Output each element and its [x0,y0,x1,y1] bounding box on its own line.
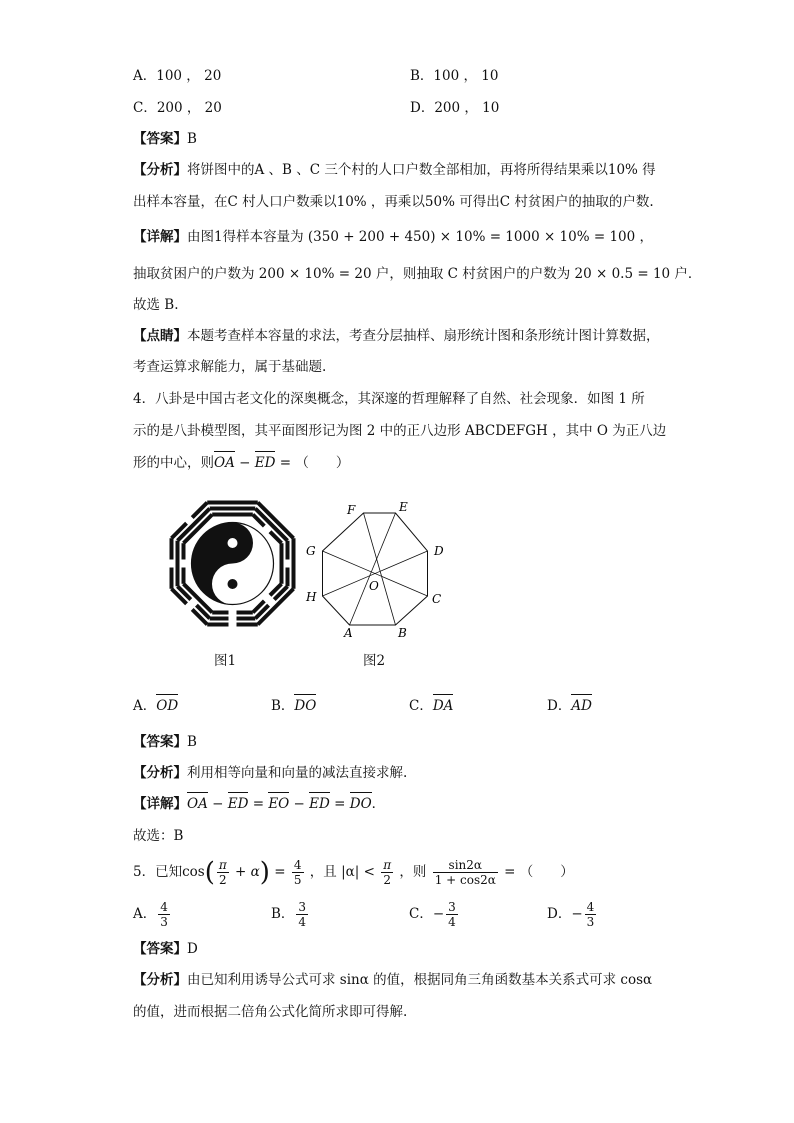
q4-stem-line3 [133,453,349,473]
trigram-icon [170,538,186,589]
analysis-tag: 【分析】 [133,162,187,178]
q3-analysis-line2: 出样本容量，在C 村人口户数乘以10% ，再乘以50% 可得出C 村贫困户的抽取的户数. [133,194,654,210]
q3-comment-line2: 考查运算求解能力，属于基础题. [133,359,327,375]
q4-stem-pre: 形的中心，则 [133,455,214,471]
q3-answer [133,129,197,149]
answer-tag: 【答案】 [133,131,187,147]
q3-option-c: C．200 ， 20 [133,100,222,116]
trigram-icon [280,538,296,589]
yin-yang-icon [192,523,274,605]
q4-stem-line2: 示的是八卦模型图，其平面图形记为图 2 中的正八边形 ABCDEFGH ，其中 O 为正八边 [133,423,667,439]
octagon-outline [323,513,428,625]
q3-detail-line1 [133,227,653,247]
vertex-b: B [398,626,407,640]
vertex-f: F [347,503,356,517]
bagua-figure [165,496,300,631]
vertex-c: C [432,592,442,606]
comment-text: 本题考查样本容量的求法，考查分层抽样、扇形统计图和条形统计图计算数据， [187,328,660,344]
trigram-icon [207,611,258,627]
q4-option-d: D．AD [547,698,592,714]
q3-analysis-line1 [133,160,656,180]
q5-analysis-line1: 【分析】由已知利用诱导公式可求 sinα 的值，根据同角三角函数基本关系式可求 cosα [133,972,653,988]
q5-option-b: B． $\frac{3}{4}$ [271,900,307,929]
q4-analysis: 【分析】利用相等向量和向量的减法直接求解. [133,765,408,781]
q5-answer: 【答案】D [133,941,198,957]
comment-tag: 【点睛】 [133,328,187,344]
q4-answer: 【答案】B [133,734,197,750]
q5-option-a: A． $\frac{4}{3}$ [133,900,168,929]
q3-option-d: D．200 ， 10 [410,100,500,116]
q4-option-a: A．OD [133,698,179,714]
vertex-a: A [344,626,353,640]
vertex-d: D [434,544,444,558]
vector-ed: ED [254,455,276,471]
q3-option-b: B．100 ， 10 [410,68,499,84]
q3-comment-line1 [133,326,660,346]
octagon-figure [300,497,455,642]
q3-option-a: A．100 ， 20 [133,68,222,84]
q3-detail-line3: 故选 B. [133,297,179,313]
answer-text: B [187,131,197,147]
q4-stem-post: = （ ） [275,455,350,471]
vertex-h: H [306,590,317,604]
detail-tag: 【详解】 [133,229,187,245]
minus-sign: − [234,455,255,471]
center-o: O [369,579,379,593]
octagon-diagonals [323,513,428,625]
q3-detail-line2: 抽取贫困户的户数为 200 × 10% = 20 户，则抽取 C 村贫困户的户数为 20 × 0.5 = 10 户． [133,266,702,282]
detail-text: 由图1得样本容量为 (350 + 200 + 450) × 10% = 1000 × 10% = 100 ， [187,229,654,245]
q5-analysis-line2: 的值，进而根据二倍角公式化简所求即可得解. [133,1004,408,1020]
q5-option-c: C．− $\frac{3}{4}$ [409,900,456,929]
q4-option-b: B．DO [271,698,317,714]
figure1-caption: 图1 [214,653,237,669]
trigram-icon [207,501,258,517]
analysis-text: 将饼图中的A 、B 、C 三个村的人口户数全部相加，再将所得结果乘以10% 得 [187,162,656,178]
q5-option-d: D．− $\frac{4}{3}$ [547,900,595,929]
q4-option-c: C．DA [409,698,454,714]
vector-oa: OA [214,455,235,471]
q5-stem: 5．已知cos( $\frac{\pi}{2}$ + α) = $\frac{4}{5}$ ，且 |α| < $\frac{\pi}{2}$ ，则 $\frac{\sin 2\alpha}{1 + \cos 2\alpha}$ = （ ） [133,857,574,888]
q4-conclusion: 故选：B [133,828,184,844]
q4-stem-line1: 4．八卦是中国古老文化的深奥概念，其深邃的哲理解释了自然、社会现象．如图 1 所 [133,391,645,407]
figure2-caption: 图2 [363,653,386,669]
vertex-e: E [399,500,408,514]
vertex-g: G [306,544,316,558]
q4-detail: 【详解】OA − ED = EO − ED = DO． [133,796,386,812]
